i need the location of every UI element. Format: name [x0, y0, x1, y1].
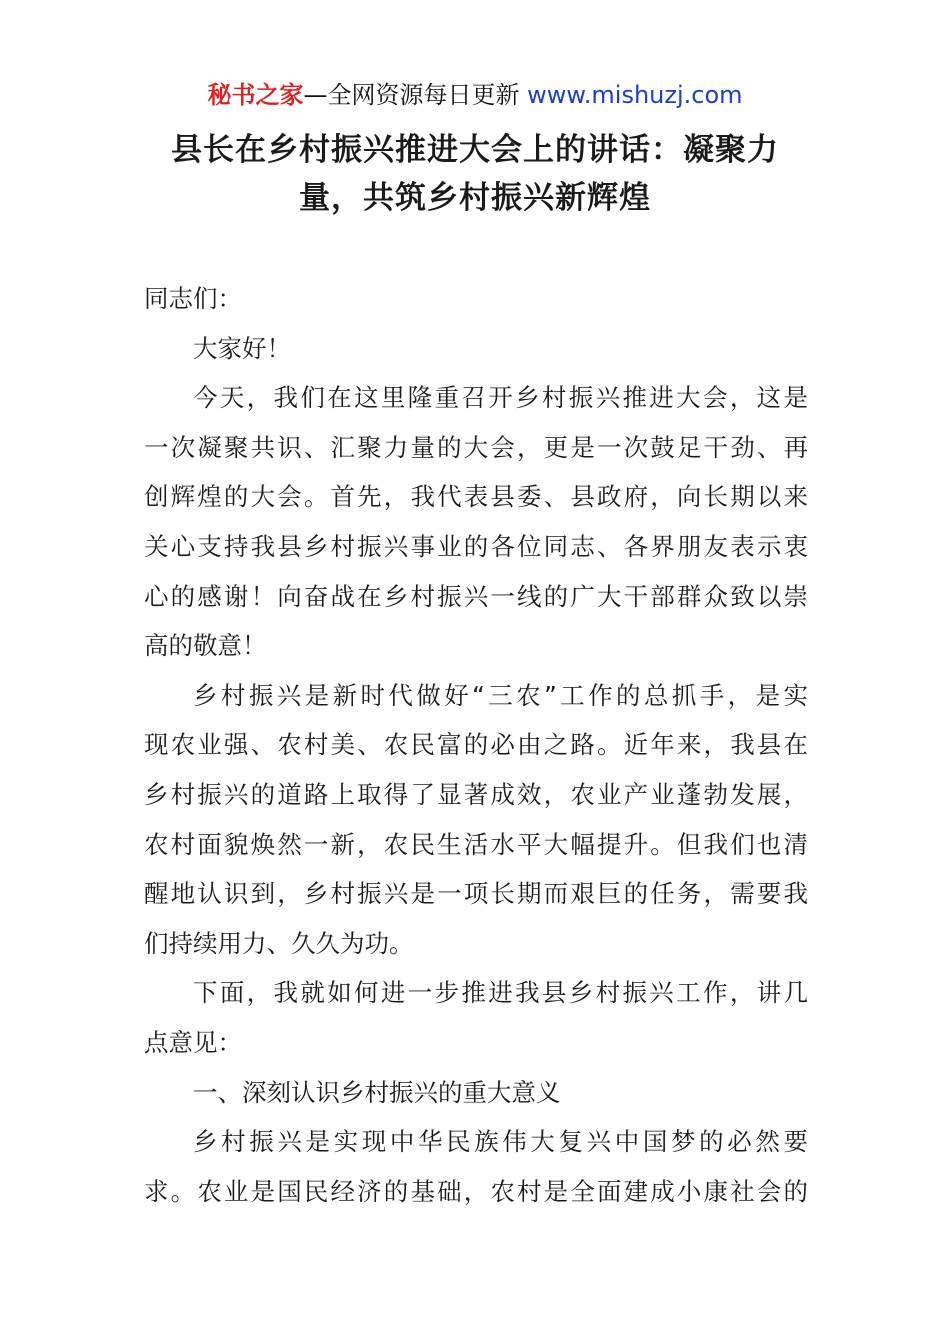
- paragraph-line: 一次凝聚共识、汇聚力量的大会，更是一次鼓足干劲、再: [144, 432, 808, 462]
- title-line-2: 量，共筑乡村振兴新辉煌: [299, 180, 651, 216]
- paragraph-line: 创辉煌的大会。首先，我代表县委、县政府，向长期以来: [144, 482, 808, 512]
- paragraph-line: 农村面貌焕然一新，农民生活水平大幅提升。但我们也清: [144, 829, 808, 859]
- title-line-1: 县长在乡村振兴推进大会上的讲话：凝聚力: [171, 132, 779, 168]
- paragraph-line: 关心支持我县乡村振兴事业的各位同志、各界朋友表示衷: [144, 531, 808, 561]
- paragraph-line: 今天，我们在这里隆重召开乡村振兴推进大会，这是: [193, 383, 808, 413]
- document-body: [144, 274, 808, 1216]
- brand-name: 秘书之家: [207, 81, 304, 109]
- paragraph-line: 乡村振兴是新时代做好“三农”工作的总抓手，是实: [193, 680, 808, 710]
- salutation: 同志们：: [144, 284, 242, 313]
- section-heading: 一、深刻认识乡村振兴的重大意义: [193, 1077, 561, 1107]
- paragraph-line: 下面，我就如何进一步推进我县乡村振兴工作，讲几: [193, 978, 808, 1008]
- document-title: [150, 126, 800, 222]
- paragraph-line: 高的敬意！: [144, 631, 267, 661]
- paragraph-2: [144, 671, 808, 969]
- site-url-link[interactable]: www.mishuzj.com: [527, 81, 743, 109]
- paragraph-line: 求。农业是国民经济的基础，农村是全面建成小康社会的: [144, 1176, 808, 1206]
- paragraph-line: 心的感谢！向奋战在乡村振兴一线的广大干部群众致以崇: [144, 581, 808, 611]
- site-header: [0, 78, 950, 112]
- paragraph-line: 醒地认识到，乡村振兴是一项长期而艰巨的任务，需要我: [144, 879, 808, 909]
- paragraph-line: 乡村振兴是实现中华民族伟大复兴中国梦的必然要: [193, 1127, 808, 1157]
- paragraph-line: 乡村振兴的道路上取得了显著成效，农业产业蓬勃发展，: [144, 779, 808, 809]
- paragraph-line: 现农业强、农村美、农民富的必由之路。近年来，我县在: [144, 730, 808, 760]
- greeting: 大家好！: [193, 333, 291, 363]
- paragraph-3: [144, 968, 808, 1067]
- paragraph-line: 点意见：: [144, 1027, 242, 1057]
- paragraph-line: 们持续用力、久久为功。: [144, 928, 414, 958]
- paragraph-4: [144, 1117, 808, 1216]
- site-tagline: —全网资源每日更新: [303, 81, 528, 109]
- paragraph-1: [144, 373, 808, 671]
